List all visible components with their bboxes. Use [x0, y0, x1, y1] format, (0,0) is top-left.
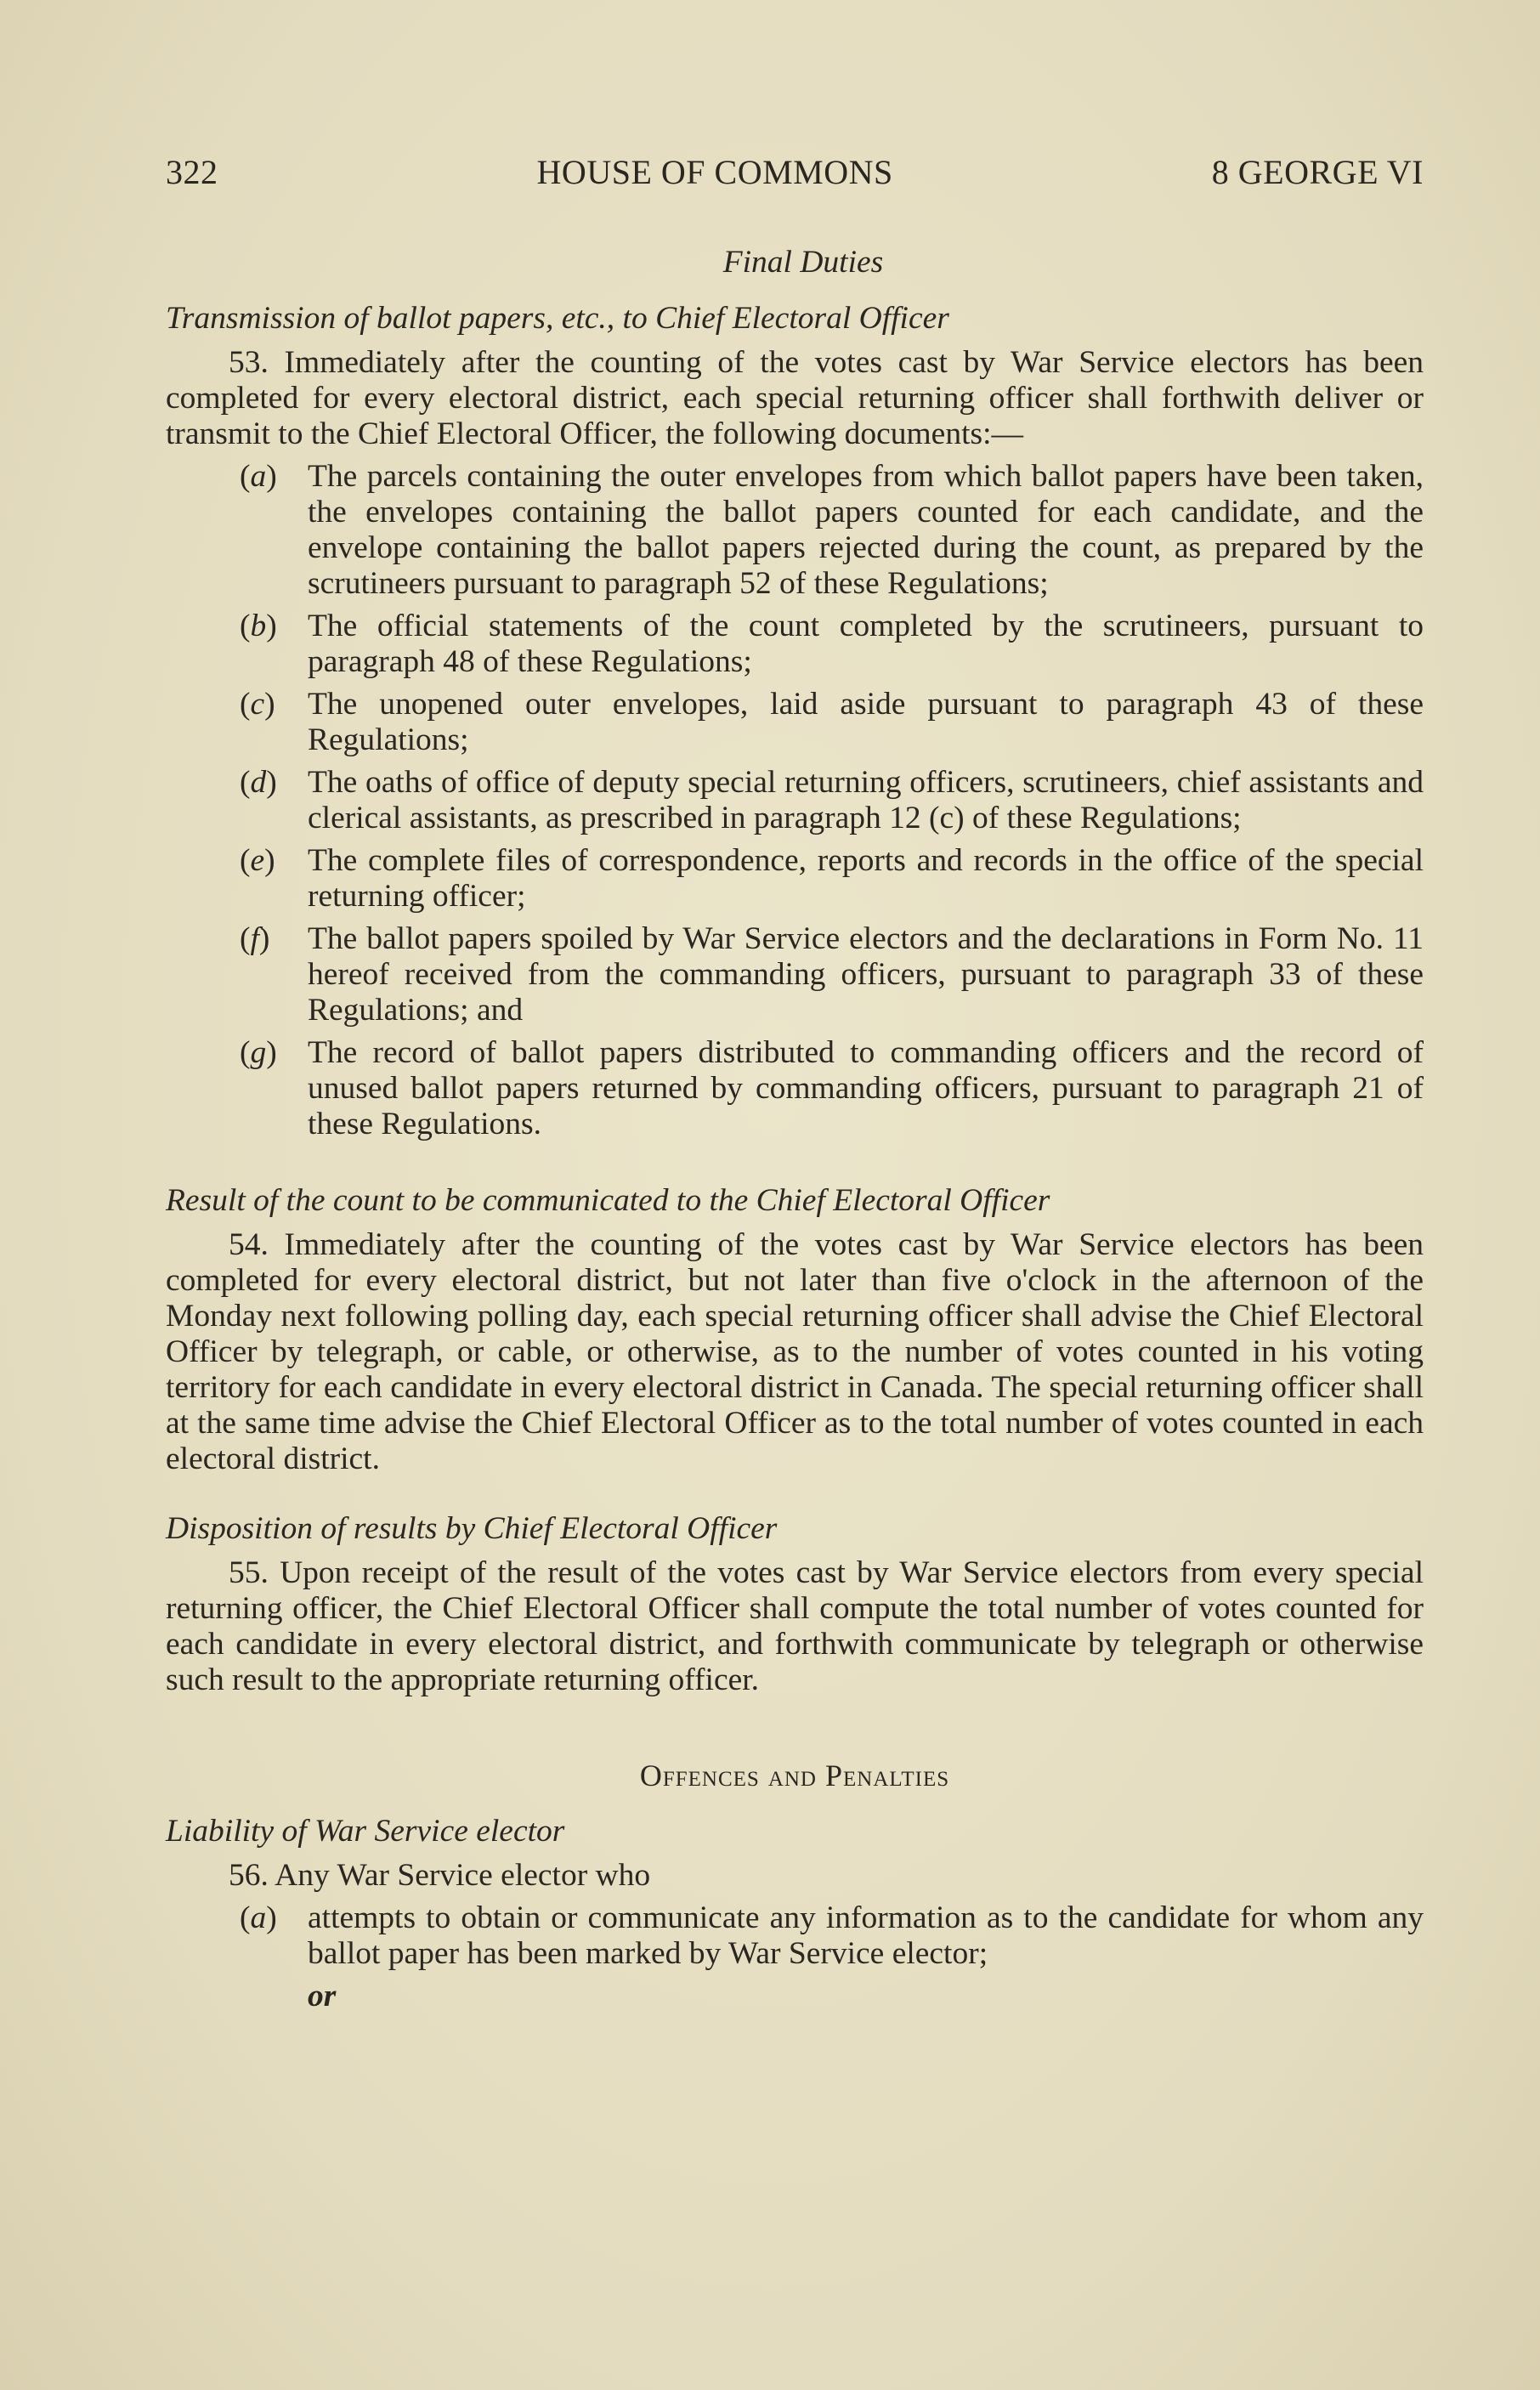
paragraph-53: 53. Immediately after the counting of the votes cast by War Service electors has been completed for every electoral district, each special returning officer shall forthwith deliver or transmit to the Chief Electoral Officer, the following documents:— [166, 345, 1424, 451]
clause-item [166, 1035, 1424, 1142]
subheading-result: Result of the count to be communicated to the Chief Electoral Officer [166, 1183, 1050, 1218]
clause-text: The oaths of office of deputy special returning officers, scrutineers, chief assistants and clerical assistants, as prescribed in paragraph 12 (c) of these Regulations; [308, 765, 1424, 835]
paragraph-56: 56. Any War Service elector who [229, 1858, 651, 1893]
clause-text: The parcels containing the outer envelopes from which ballot papers have been taken, the envelopes containing the ballot papers counted for each candidate, and the envelope containing the ballot papers rejected during the count, as prepared by the scrutineers pursuant to paragraph 52 of these Regulations; [308, 459, 1424, 601]
spacer [166, 1149, 1424, 1183]
conjunction-or: or [308, 1979, 337, 2013]
spacer [166, 1477, 1424, 1511]
subheading-disposition: Disposition of results by Chief Electoral Officer [166, 1511, 778, 1546]
clause-text: attempts to obtain or communicate any information as to the candidate for whom any ballot paper has been marked by War Service elector; [308, 1900, 1424, 1971]
clause-list-53 [166, 459, 1424, 1142]
clause-label: (a) [240, 1900, 277, 1935]
clause-label: (e) [240, 843, 275, 878]
clause-label: (c) [240, 687, 275, 722]
section-heading-offences: Offences and Penalties [639, 1759, 950, 1792]
paragraph-54: 54. Immediately after the counting of the votes cast by War Service electors has been completed for every electoral district, but not later than five o'clock in the afternoon of the Monday next following polling day, each special returning officer shall advise the Chief Electoral Officer by telegraph, or cable, or otherwise, as to the number of votes counted in his voting territory for each candidate in every electoral district in Canada. The special returning officer shall at the same time advise the Chief Electoral Officer as to the total number of votes counted in each electoral district. [166, 1227, 1424, 1476]
clause-text: The official statements of the count completed by the scrutineers, pursuant to paragraph 48 of these Regulations; [308, 609, 1424, 679]
clause-text: The complete files of correspondence, reports and records in the office of the special returning officer; [308, 843, 1424, 914]
clause-text: The unopened outer envelopes, laid aside pursuant to paragraph 43 of these Regulations; [308, 687, 1424, 757]
running-head [166, 155, 1424, 190]
clause-item [166, 921, 1424, 1028]
clause-item [166, 765, 1424, 836]
section-heading-final-duties: Final Duties [722, 245, 884, 280]
clause-label: (g) [240, 1035, 277, 1070]
clause-item [166, 843, 1424, 915]
clause-label: (f) [240, 921, 270, 956]
text-block [166, 155, 1424, 2014]
spacer [166, 1698, 1424, 1758]
clause-item [166, 609, 1424, 680]
clause-item [166, 1900, 1424, 1972]
clause-text: The ballot papers spoiled by War Service electors and the declarations in Form No. 11 hereof received from the commanding officers, pursuant to paragraph 33 of these Regulations; and [308, 921, 1424, 1028]
clause-label: (d) [240, 765, 277, 800]
paragraph-55: 55. Upon receipt of the result of the votes cast by War Service electors from every special returning officer, the Chief Electoral Officer shall compute the total number of votes counted for each candidate in every electoral district, and forthwith communicate by telegraph or otherwise such result to the appropriate returning officer. [166, 1555, 1424, 1697]
clause-label: (b) [240, 609, 277, 643]
clause-list-56 [166, 1900, 1424, 1972]
page-title: HOUSE OF COMMONS [536, 153, 893, 191]
subheading-transmission: Transmission of ballot papers, etc., to Chief Electoral Officer [166, 301, 949, 336]
clause-item [166, 687, 1424, 758]
session-label: 8 GEORGE VI [1211, 153, 1424, 191]
page-number: 322 [166, 153, 218, 191]
clause-item [166, 459, 1424, 602]
subheading-liability: Liability of War Service elector [166, 1814, 565, 1849]
clause-text: The record of ballot papers distributed to commanding officers and the record of unused ballot papers returned by commanding officers, pursuant to paragraph 21 of these Regulations. [308, 1035, 1424, 1141]
clause-label: (a) [240, 459, 277, 494]
